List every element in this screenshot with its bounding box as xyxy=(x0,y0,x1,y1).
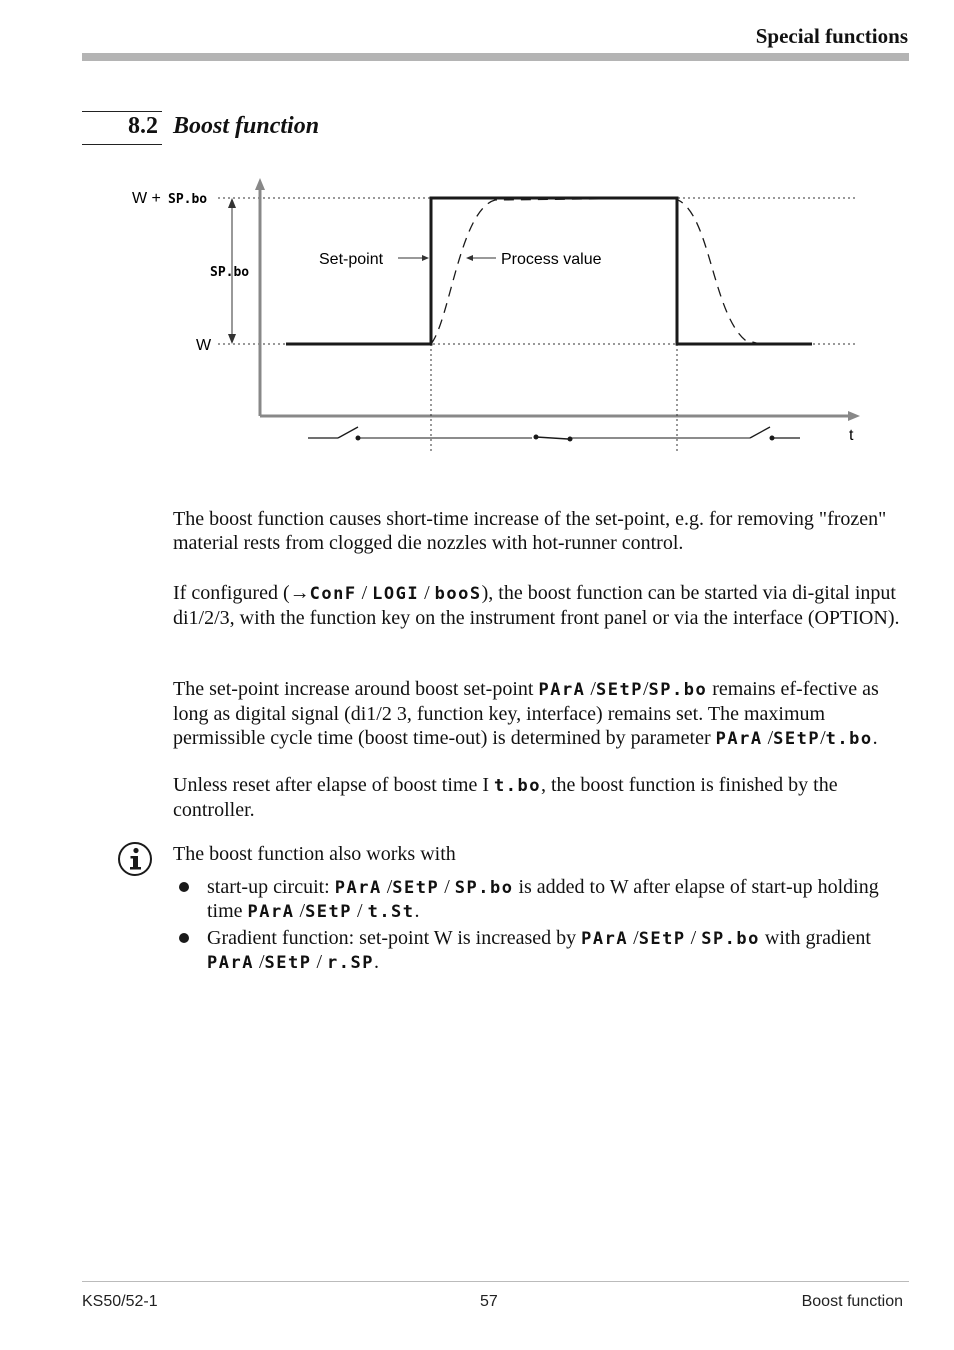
code-para-b1b: PArA xyxy=(247,902,295,922)
p2-text-a: If configured (→ xyxy=(173,582,310,604)
p3-text-b: remains ef-fective as long as digital signal (di1/2 3, function key, interface) remains set. The maximum permissible cycle time (boost time-out) is determined by parameter xyxy=(173,678,879,749)
code-spbo-b1: SP.bo xyxy=(454,878,514,898)
code-spbo-b2: SP.bo xyxy=(701,929,760,949)
setpoint-curve xyxy=(286,198,812,344)
code-para-b2b: PArA xyxy=(207,953,254,973)
b2-text-a: Gradient function: set-point W is increased by xyxy=(207,927,582,949)
footer-section-name: Boost function xyxy=(801,1293,903,1310)
label-spbo-mid: SP.bo xyxy=(210,265,250,280)
switch-contact-2b xyxy=(568,437,573,442)
section-number: 8.2 xyxy=(128,113,158,139)
label-process-value: Process value xyxy=(501,251,602,268)
boost-diagram xyxy=(120,170,880,470)
section-rule-top xyxy=(82,111,162,112)
bullet-startup: start-up circuit: PArA /SEtP / SP.bo is added to W after elapse of start-up holding time PArA /SEtP / t.St. xyxy=(207,876,879,922)
code-tbo: t.bo xyxy=(825,729,873,749)
dimension-arrow-top xyxy=(228,198,236,208)
bullet-gradient: Gradient function: set-point W is increased by PArA /SEtP / SP.bo with gradient PArA /SEtP / r.SP. xyxy=(207,927,871,973)
p3-text-c: . xyxy=(872,727,878,749)
label-spbo-top: SP.bo xyxy=(168,192,208,207)
code-setp-b2b: SEtP xyxy=(264,953,312,973)
code-setp-b2: SEtP xyxy=(638,929,686,949)
switch-closed xyxy=(536,437,568,439)
code-conf: ConF xyxy=(309,584,357,604)
code-setp: SEtP xyxy=(595,680,643,700)
paragraph-intro: The boost function causes short-time increase of the set-point, e.g. for removing "frozen" material rests from clogged die nozzles with hot-runner control. xyxy=(173,508,887,554)
label-w: W xyxy=(196,337,212,354)
paragraph-setpoint: The set-point increase around boost set-point PArA /SEtP/SP.bo remains ef-fective as long as digital signal (di1/2 3, function key, interface) remains set. The maximum permissible cycle time (boost time-out) is determined by parameter PArA /SEtP/t.bo. xyxy=(173,678,879,749)
p3-text-a: The set-point increase around boost set-point xyxy=(173,678,539,700)
b1-text-a: start-up circuit: xyxy=(207,876,335,898)
code-boos: booS xyxy=(434,584,482,604)
bullet-dot-1 xyxy=(179,882,189,892)
header-bar xyxy=(82,53,909,61)
section-rule-bottom xyxy=(82,144,162,145)
label-w-plus: W + xyxy=(132,190,161,207)
process-value-curve xyxy=(431,198,760,344)
code-para: PArA xyxy=(538,680,586,700)
b2-text-c: . xyxy=(373,951,379,973)
code-setp-2: SEtP xyxy=(773,729,821,749)
footer-rule xyxy=(82,1281,909,1282)
label-t: t xyxy=(849,427,854,444)
code-rsp: r.SP xyxy=(327,953,374,973)
code-para-b2: PArA xyxy=(581,929,629,949)
section-title: Boost function xyxy=(173,113,320,139)
paragraph-reset xyxy=(173,773,913,822)
b1-text-b: is added to W after elapse of start-up holding time xyxy=(207,876,879,922)
b2-text-b: with gradient xyxy=(759,927,871,949)
switch-open-1 xyxy=(338,427,358,438)
code-spbo: SP.bo xyxy=(648,680,708,700)
switch-open-2 xyxy=(750,427,770,438)
p2-text-b: ), the boost function can be started via di-gital input di1/2/3, with the function key on the instrument front panel or via the interface (OPTION). xyxy=(173,582,900,629)
code-logi: LOGI xyxy=(372,584,420,604)
code-para-2: PArA xyxy=(715,729,763,749)
code-setp-b1: SEtP xyxy=(392,878,440,898)
dimension-arrow-bottom xyxy=(228,334,236,344)
p4-text-a: Unless reset after elapse of boost time I xyxy=(173,774,495,796)
label-setpoint: Set-point xyxy=(319,251,384,268)
header-title: Special functions xyxy=(755,24,908,48)
x-axis-arrow xyxy=(848,411,860,421)
footer-page-number: 57 xyxy=(480,1293,498,1310)
bullet-dot-2 xyxy=(179,933,189,943)
setpoint-pointer-head xyxy=(422,255,429,261)
process-pointer-head xyxy=(466,255,473,261)
footer-doc-id: KS50/52-1 xyxy=(82,1293,158,1310)
code-tst: t.St xyxy=(367,902,415,922)
info-icon xyxy=(117,841,153,877)
code-setp-b1b: SEtP xyxy=(305,902,353,922)
b1-text-c: . xyxy=(414,900,420,922)
y-axis-arrow xyxy=(255,178,265,190)
code-tbo-2: t.bo xyxy=(494,776,541,796)
code-para-b1: PArA xyxy=(334,878,382,898)
p4-text-b: , the boost function is finished by the controller. xyxy=(173,774,838,821)
note-intro: The boost function also works with xyxy=(173,843,456,865)
paragraph-config: If configured (→ConF / LOGI / booS), the boost function can be started via di-gital input di1/2/3, with the function key on the instrument front panel or via the interface (OPTION). xyxy=(173,582,900,629)
